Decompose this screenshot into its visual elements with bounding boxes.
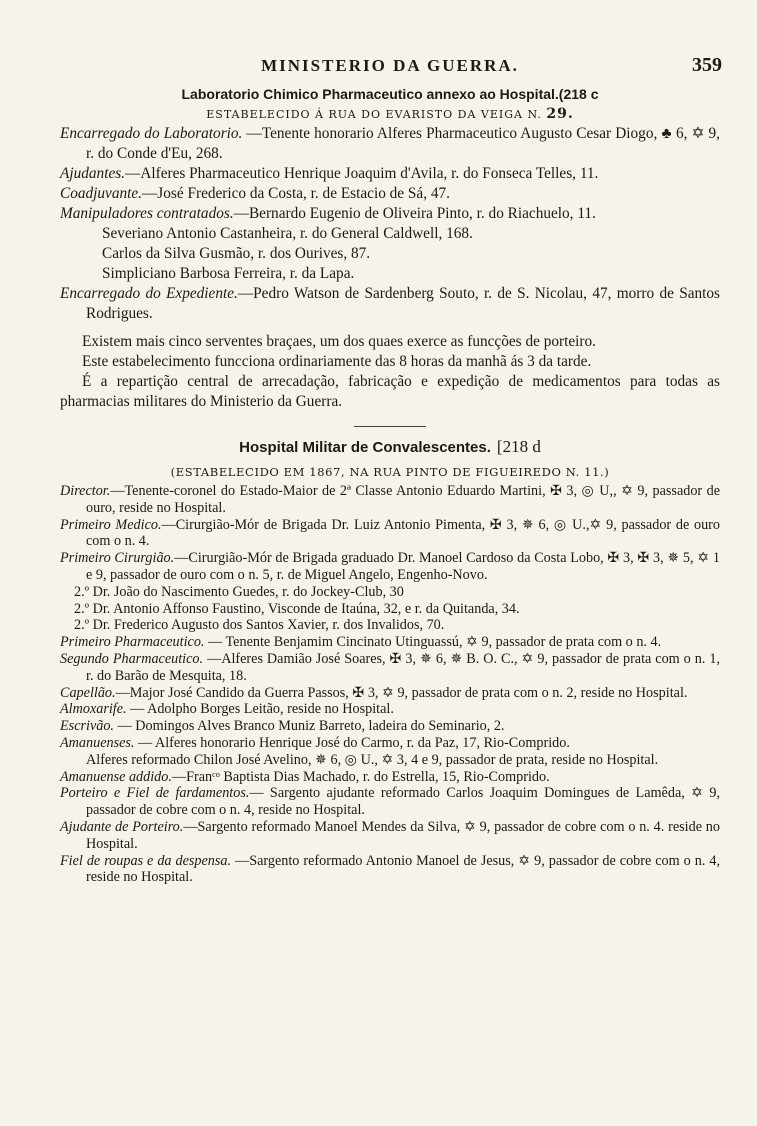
hospital-entry: [60, 634, 720, 651]
staff-line: Simpliciano Barbosa Ferreira, r. da Lapa.: [102, 265, 355, 282]
lab-entry: [60, 164, 720, 184]
page: [60, 56, 720, 886]
hospital-entry: [60, 718, 720, 735]
entry-label: Segundo Pharmaceutico.: [60, 650, 204, 667]
entry-text: —Pedro Watson de Sardenberg Souto, r. de S. Nicolau, 47, morro de Santos Rodrigues.: [86, 285, 721, 322]
hospital-entry: [60, 483, 720, 517]
entry-text: —Franᶜᵒ Baptista Dias Machado, r. do Estrella, 15, Rio-Comprido.: [171, 768, 550, 785]
entry-label: Encarregado do Expediente.: [60, 285, 238, 302]
entry-text: —Cirurgião-Mór de Brigada graduado Dr. Manoel Cardoso da Costa Lobo, ✠ 3, ✠ 3, ✵ 5, ✡ 1 e 9, passador de ouro com o n. 5, r. de Miguel Angelo, Engenho-Novo.: [86, 550, 720, 583]
laboratory-address-number: 29.: [546, 106, 574, 122]
entry-label: Encarregado do Laboratorio.: [60, 125, 243, 142]
second-surgeon-line: 2.º Dr. Frederico Augusto dos Santos Xavier, r. dos Invalidos, 70.: [74, 617, 445, 634]
entry-text: —Tenente honorario Alferes Pharmaceutico Augusto Cesar Diogo, ♣ 6, ✡ 9, r. do Conde d'Eu, 268.: [86, 125, 720, 162]
hospital-title-text: Hospital Militar de Convalescentes.: [239, 439, 491, 456]
hospital-entry: [60, 853, 720, 887]
laboratory-address: ESTABELECIDO Á RUA DO EVARISTO DA VEIGA N.: [206, 108, 542, 121]
second-surgeon-line: 2.º Dr. Antonio Affonso Faustino, Visconde de Itaúna, 32, e r. da Quitanda, 34.: [74, 600, 520, 617]
entry-text: — Alferes honorario Henrique José do Carmo, r. da Paz, 17, Rio-Comprido.: [134, 734, 570, 751]
entry-text: — Tenente Benjamim Cincinato Utinguassú, ✡ 9, passador de prata com o n. 4.: [204, 634, 662, 651]
staff-line: Carlos da Silva Gusmão, r. dos Ourives, 87.: [102, 245, 371, 262]
entry-label: Director.: [60, 483, 111, 499]
entry-label: Amanuense addido.: [60, 768, 172, 785]
hospital-entry: [60, 735, 720, 752]
hospital-entry: [60, 550, 720, 584]
hospital-entry: [60, 769, 720, 786]
entry-label: Coadjuvante.: [60, 185, 142, 202]
entry-text: —Sargento reformado Antonio Manoel de Jesus, ✡ 9, passador de cobre com o n. 4, reside no Hospital.: [86, 852, 720, 886]
lab-entry: [60, 124, 720, 164]
ministry-heading: MINISTERIO DA GUERRA.: [261, 56, 519, 75]
entry-text: — Domingos Alves Branco Muniz Barreto, ladeira do Seminario, 2.: [113, 718, 505, 735]
entry-label: Almoxarife.: [60, 701, 127, 718]
page-number: 359: [692, 54, 722, 76]
entry-label: Escrivão.: [60, 718, 114, 735]
entry-text: — Adolpho Borges Leitão, reside no Hospital.: [126, 701, 394, 718]
hospital-entry: [60, 819, 720, 853]
lab-entry: [60, 184, 720, 204]
staff-line: Severiano Antonio Castanheira, r. do General Caldwell, 168.: [102, 225, 473, 242]
hospital-entry: [60, 785, 720, 819]
hospital-entry: [60, 701, 720, 718]
entry-label: Primeiro Pharmaceutico.: [60, 634, 205, 651]
hospital-title-bracket: [218 d: [496, 437, 541, 456]
entry-text: — Sargento ajudante reformado Carlos Joaquim Domingues de Lamêda, ✡ 9, passador de cobre com o n. 4, reside no Hospital.: [86, 785, 720, 819]
paragraph: Este estabelecimento funcciona ordinariamente das 8 horas da manhã ás 3 da tarde.: [82, 353, 592, 370]
entry-text: —José Frederico da Costa, r. de Estacio de Sá, 47.: [142, 185, 450, 202]
lab-entry: [60, 204, 720, 224]
entry-label: Primeiro Medico.: [60, 516, 162, 533]
page-header: [60, 56, 720, 82]
amanuense-line: Alferes reformado Chilon José Avelino, ✵ 6, ◎ U., ✡ 3, 4 e 9, passador de prata, reside no Hospital.: [86, 751, 659, 768]
entry-label: Fiel de roupas e da despensa.: [60, 852, 232, 869]
hospital-entry: [60, 651, 720, 685]
entry-label: Ajudantes.: [60, 165, 126, 182]
hospital-subtitle: (ESTABELECIDO EM 1867, NA RUA PINTO DE FIGUEIREDO N. 11.): [170, 465, 610, 479]
entry-text: —Bernardo Eugenio de Oliveira Pinto, r. do Riachuelo, 11.: [233, 205, 596, 222]
entry-text: —Alferes Damião José Soares, ✠ 3, ✵ 6, ✵ B. O. C., ✡ 9, passador de prata com o n. 1, r. do Barão de Mesquita, 18.: [86, 650, 720, 684]
second-surgeon-line: 2.º Dr. João do Nascimento Guedes, r. do Jockey-Club, 30: [74, 583, 404, 600]
entry-label: Primeiro Cirurgião.: [60, 550, 175, 567]
entry-text: —Major José Candido da Guerra Passos, ✠ 3, ✡ 9, passador de prata com o n. 2, reside no Hospital.: [115, 684, 688, 701]
entry-label: Ajudante de Porteiro.: [60, 818, 184, 835]
hospital-entry: [60, 517, 720, 551]
entry-text: —Cirurgião-Mór de Brigada Dr. Luiz Antonio Pimenta, ✠ 3, ✵ 6, ◎ U.,✡ 9, passador de ouro com o n. 4.: [86, 516, 720, 550]
entry-label: Porteiro e Fiel de fardamentos.: [60, 785, 250, 802]
entry-text: —Sargento reformado Manoel Mendes da Silva, ✡ 9, passador de cobre com o n. 4. reside no Hospital.: [86, 818, 720, 852]
hospital-title: [60, 437, 720, 457]
lab-entry: [60, 284, 720, 324]
entry-label: Amanuenses.: [60, 734, 135, 751]
laboratory-title: Laboratorio Chimico Pharmaceutico annexo ao Hospital.(218 c: [181, 86, 599, 102]
entry-text: —Alferes Pharmaceutico Henrique Joaquim d'Avila, r. do Fonseca Telles, 11.: [125, 165, 599, 182]
paragraph: É a repartição central de arrecadação, fabricação e expedição de medicamentos para todas as pharmacias militares do Ministerio da Guerra.: [60, 373, 720, 410]
hospital-entry: [60, 685, 720, 702]
laboratory-subtitle: [60, 106, 720, 122]
paragraph: Existem mais cinco serventes braçaes, um dos quaes exerce as funcções de porteiro.: [82, 333, 596, 350]
entry-label: Capellão.: [60, 684, 116, 701]
entry-text: —Tenente-coronel do Estado-Maior de 2ª Classe Antonio Eduardo Martini, ✠ 3, ◎ U,, ✡ 9, passador de ouro, reside no Hospital.: [86, 483, 720, 516]
entry-label: Manipuladores contratados.: [60, 205, 234, 222]
section-divider: [354, 426, 426, 427]
